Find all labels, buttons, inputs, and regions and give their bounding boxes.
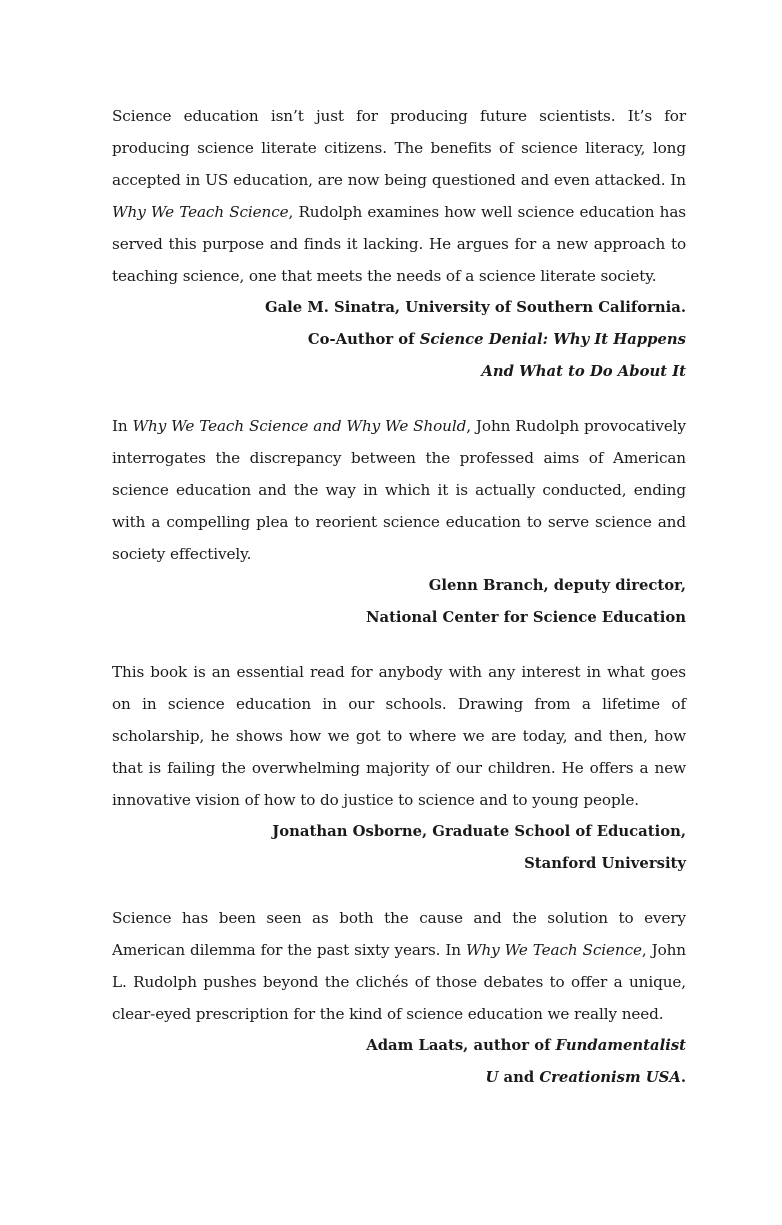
attribution-line [112,1062,686,1094]
endorser-name: Adam Laats, author of [366,1037,556,1054]
attribution-line [112,848,686,880]
endorsement-4 [112,902,686,1094]
endorsement-quote [112,410,686,570]
quote-text: , Rudolph examines how well science education has served this purpose and finds it lacking. He argues for a new approach to teaching science, one that meets the needs of a science literate society. [112,203,687,285]
endorsement-quote [112,656,686,816]
quote-text: , John L. Rudolph pushes beyond the clichés of those debates to offer a unique, clear-eyed prescription for the kind of science education we really need. [112,941,686,1023]
attribution-line [112,292,686,324]
quote-text: , John Rudolph provocatively interrogates the discrepancy between the professed aims of American science education and the way in which it is actually conducted, ending with a compelling plea to reorient science education to serve science and society effectively. [112,417,687,563]
book-title: Why We Teach Science [465,941,642,959]
quote-text: Science education isn’t just for producing future scientists. It’s for producing science literate citizens. The benefits of science literacy, long accepted in US education, are now being questioned and even attacked. In [112,107,686,189]
attribution-line [112,816,686,848]
endorser-name: Glenn Branch, deputy director, [428,577,686,594]
attribution-line [112,570,686,602]
book-title: Why We Teach Science [112,203,289,221]
endorsement-quote [112,100,686,292]
attribution-line [112,1030,686,1062]
book-title: And What to Do About It [481,363,686,380]
endorser-credit: and [498,1069,540,1086]
book-title: Science Denial: Why It Happens [419,331,686,348]
endorsement-attribution [112,570,686,634]
endorsement-2 [112,410,686,634]
endorser-organization: National Center for Science Education [365,609,686,626]
quote-text: In [112,417,133,435]
endorser-organization: Stanford University [524,855,686,872]
endorser-name: Gale M. Sinatra, University of Southern California. [264,299,686,316]
endorsements-page [112,100,686,1116]
endorsement-attribution [112,292,686,388]
endorsement-quote [112,902,686,1030]
endorser-credit: Co-Author of [307,331,420,348]
endorsement-attribution [112,816,686,880]
endorsement-1 [112,100,686,388]
quote-text: Science has been seen as both the cause and the solution to every American dilemma for the past sixty years. In [112,909,686,959]
attribution-line [112,356,686,388]
endorser-credit: . [680,1069,686,1086]
book-title: Fundamentalist [555,1037,686,1054]
book-title: Creationism USA [539,1069,681,1086]
endorsement-attribution [112,1030,686,1094]
attribution-line [112,602,686,634]
endorsement-3 [112,656,686,880]
attribution-line [112,324,686,356]
endorser-name: Jonathan Osborne, Graduate School of Education, [272,823,686,840]
book-title: U [485,1069,499,1086]
book-title: Why We Teach Science and Why We Should [132,417,467,435]
quote-text: This book is an essential read for anybody with any interest in what goes on in science education in our schools. Drawing from a lifetime of scholarship, he shows how we got to where we are today, and then, how that is failing the overwhelming majority of our children. He offers a new innovative vision of how to do justice to science and to young people. [112,663,686,809]
